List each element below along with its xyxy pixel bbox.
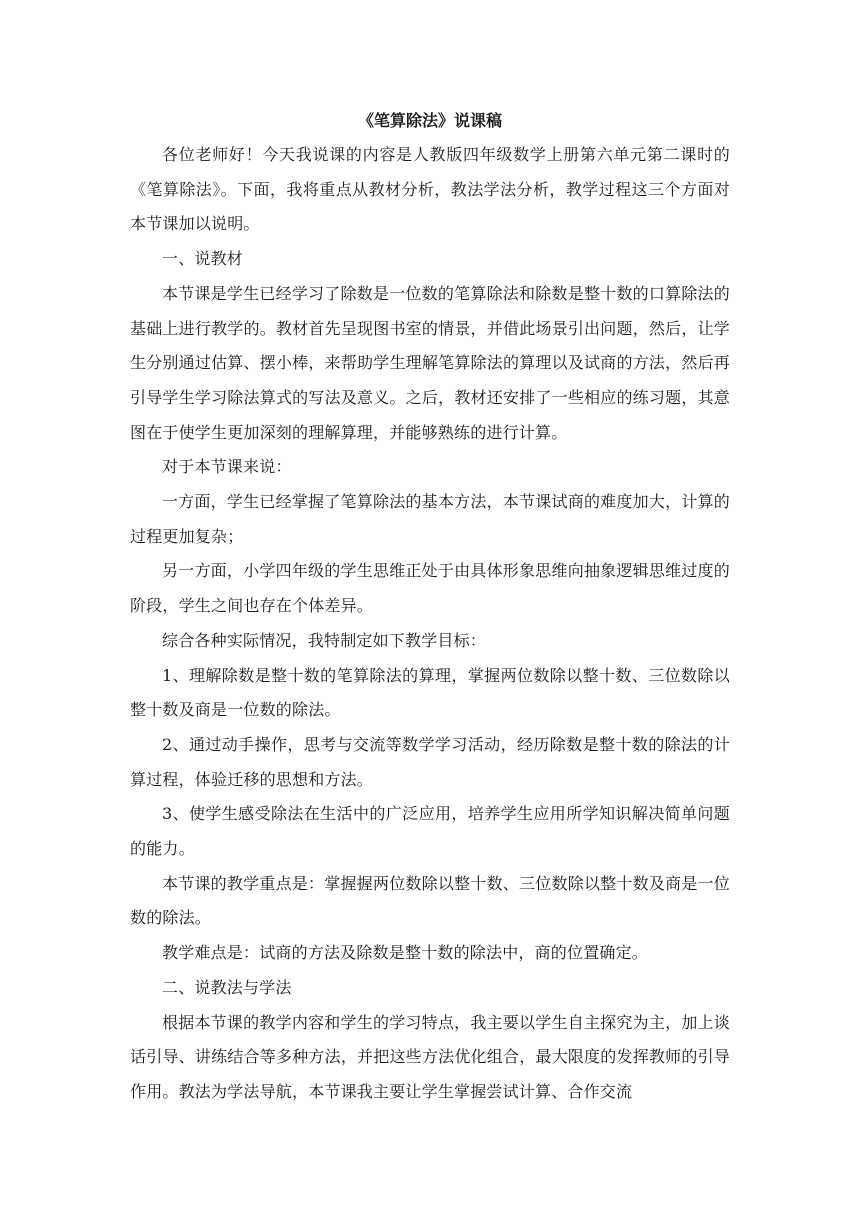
paragraph-intro: 各位老师好！今天我说课的内容是人教版四年级数学上册第六单元第二课时的《笔算除法》。下面，我将重点从教材分析，教法学法分析，教学过程这三个方面对本节课加以说明。 <box>130 145 730 234</box>
paragraph-methods: 根据本节课的教学内容和学生的学习特点，我主要以学生自主探究为主，加上谈话引导、讲练结合等多种方法，并把这些方法优化组合，最大限度的发挥教师的引导作用。教法为学法导航，本节课我主要让学生掌握尝试计算、合作交流 <box>130 1012 730 1101</box>
goal-item-3: 3、使学生感受除法在生活中的广泛应用，培养学生应用所学知识解决简单问题的能力。 <box>130 804 730 859</box>
paragraph-one-aspect: 一方面，学生已经掌握了笔算除法的基本方法，本节课试商的难度加大，计算的过程更加复杂； <box>130 492 730 546</box>
goal-item-1: 1、理解除数是整十数的笔算除法的算理，掌握两位数除以整十数、三位数除以整十数及商是一位数的除法。 <box>130 665 730 720</box>
section-heading-methods: 二、说教法与学法 <box>162 977 292 997</box>
paragraph-difficulties: 教学难点是：试商的方法及除数是整十数的除法中，商的位置确定。 <box>162 943 649 963</box>
paragraph-other-aspect: 另一方面，小学四年级的学生思维正处于由具体形象思维向抽象逻辑思维过度的阶段，学生之间也存在个体差异。 <box>130 561 730 616</box>
document-body <box>130 104 730 1110</box>
goal-item-2: 2、通过动手操作，思考与交流等数学学习活动，经历除数是整十数的除法的计算过程，体验迁移的思想和方法。 <box>130 734 730 789</box>
document-title: 《笔算除法》说课稿 <box>357 111 502 130</box>
section-heading-textbook: 一、说教材 <box>162 249 244 269</box>
paragraph-lesson-context: 对于本节课来说： <box>162 457 292 477</box>
paragraph-goals-intro: 综合各种实际情况，我特制定如下教学目标： <box>162 630 487 650</box>
paragraph-key-points: 本节课的教学重点是：掌握握两位数除以整十数、三位数除以整十数及商是一位数的除法。 <box>130 873 730 928</box>
paragraph-textbook-analysis: 本节课是学生已经学习了除数是一位数的笔算除法和除数是整十数的口算除法的基础上进行教学的。教材首先呈现图书室的情景，并借此场景引出问题，然后，让学生分别通过估算、摆小棒，来帮助学生理解笔算除法的算理以及试商的方法，然后再引导学生学习除法算式的写法及意义。之后，教材还安排了一些相应的练习题，其意图在于使学生更加深刻的理解算理，并能够熟练的进行计算。 <box>130 283 730 442</box>
